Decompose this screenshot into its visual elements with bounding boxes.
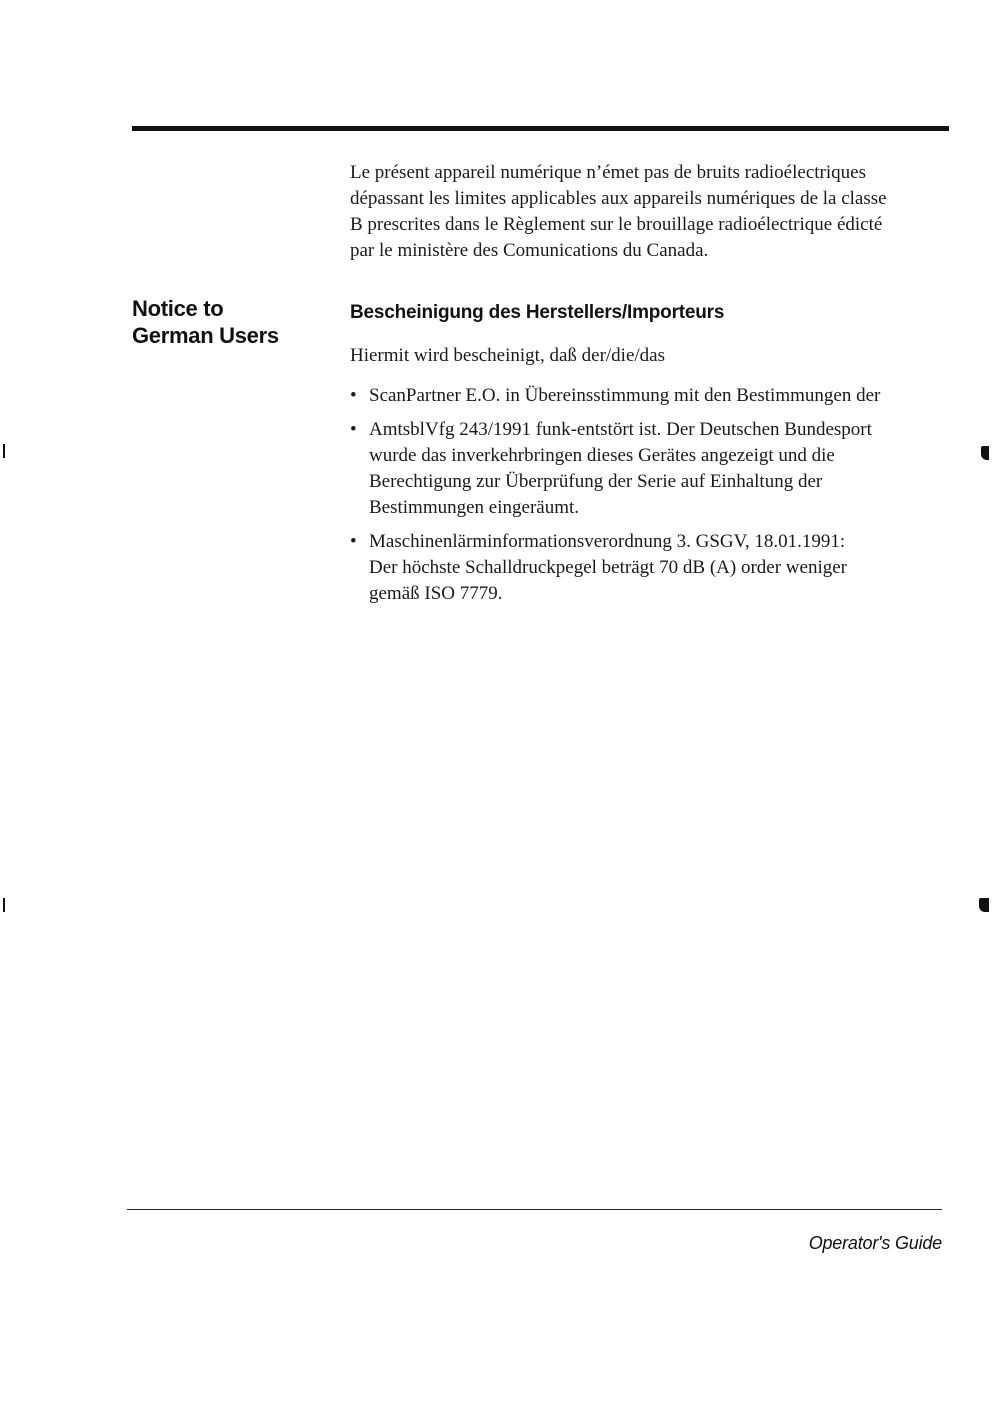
intro-text: Hiermit wird bescheinigt, daß der/die/das bbox=[350, 345, 665, 366]
scan-mark-right-top bbox=[981, 446, 989, 460]
french-line: dépassant les limites applicables aux appareils numériques de la classe bbox=[350, 188, 887, 209]
bullet-icon: • bbox=[350, 419, 357, 440]
bullet-icon: • bbox=[350, 385, 357, 406]
bullet-list bbox=[350, 383, 950, 615]
bullet-line: Berechtigung zur Überprüfung der Serie auf Einhaltung der bbox=[369, 471, 823, 492]
bullet-line: ScanPartner E.O. in Übereinsstimmung mit den Bestimmungen der bbox=[369, 385, 881, 406]
list-item bbox=[350, 529, 950, 607]
bottom-rule bbox=[127, 1209, 942, 1210]
french-line: par le ministère des Comunications du Canada. bbox=[350, 240, 709, 261]
scan-mark-left-top bbox=[3, 444, 5, 458]
list-item bbox=[350, 417, 950, 521]
footer-title: Operator's Guide bbox=[808, 1233, 942, 1253]
side-heading-notice-german-users bbox=[132, 295, 332, 349]
section-heading: Bescheinigung des Herstellers/Importeurs bbox=[350, 302, 725, 323]
scan-mark-right-bottom bbox=[979, 898, 989, 912]
top-rule bbox=[132, 126, 949, 131]
bullet-line: gemäß ISO 7779. bbox=[369, 583, 503, 604]
french-line: B prescrites dans le Règlement sur le brouillage radioélectrique édicté bbox=[350, 214, 883, 235]
french-line: Le présent appareil numérique n’émet pas de bruits radioélectriques bbox=[350, 162, 866, 183]
bullet-line: Der höchste Schalldruckpegel beträgt 70 dB (A) order weniger bbox=[369, 557, 847, 578]
bullet-line: wurde das inverkehrbringen dieses Gerätes angezeigt und die bbox=[369, 445, 835, 466]
bullet-line: AmtsblVfg 243/1991 funk-entstört ist. Der Deutschen Bundesport bbox=[369, 419, 872, 440]
bullet-line: Maschinenlärminformationsverordnung 3. GSGV, 18.01.1991: bbox=[369, 531, 846, 552]
side-heading-line: Notice to bbox=[132, 296, 224, 321]
bullet-icon: • bbox=[350, 531, 357, 552]
french-compliance-paragraph bbox=[350, 160, 950, 264]
bullet-line: Bestimmungen eingeräumt. bbox=[369, 497, 580, 518]
side-heading-line: German Users bbox=[132, 323, 279, 348]
scan-mark-left-bottom bbox=[3, 898, 5, 912]
list-item bbox=[350, 383, 950, 409]
